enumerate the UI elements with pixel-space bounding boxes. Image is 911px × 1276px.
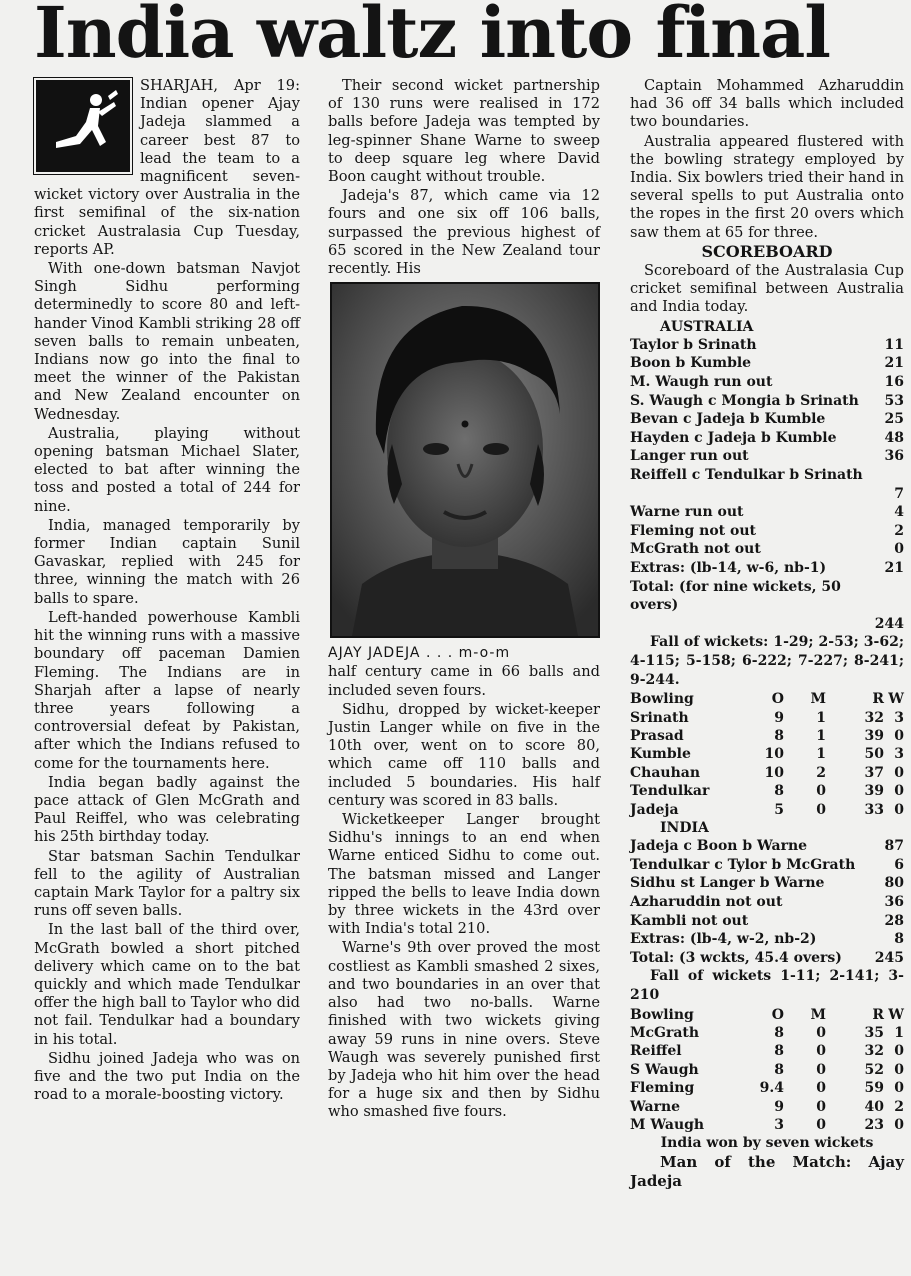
- bowling-cell: Bowling: [630, 691, 694, 708]
- runs-value: 28: [884, 912, 904, 929]
- india-fall-of-wickets: Fall of wickets 1-11; 2-141; 3-210: [630, 968, 904, 1003]
- paragraph: India began badly against the pace attack of Glen McGrath and Paul Reiffel, who was celebrating his 25th birthday today.: [34, 773, 300, 846]
- batsman-entry: McGrath not out: [630, 541, 761, 558]
- bowling-cell: 10: [764, 764, 784, 781]
- bowling-cell: 8: [774, 1061, 784, 1078]
- runs-value: 7: [894, 485, 904, 502]
- bowling-cell: 0: [894, 1080, 904, 1097]
- paragraph: Their second wicket partnership of 130 runs were realised in 172 balls before Jadeja was tempted by leg-spinner Shane Warne to sweep to deep square leg where David Boon caught without trouble.: [328, 77, 600, 186]
- headline: India waltz into final: [34, 0, 830, 74]
- bowling-cell: 3: [894, 746, 904, 763]
- bowling-cell: 9.4: [759, 1080, 784, 1097]
- batsman-entry: Azharuddin not out: [630, 893, 783, 910]
- bowling-row: [630, 1079, 904, 1097]
- bowling-cell: M Waugh: [630, 1116, 705, 1133]
- batsman-entry: M. Waugh run out: [630, 374, 773, 391]
- paragraph: half century came in 66 balls and included seven fours.: [328, 663, 600, 699]
- batsman-entry: Extras: (lb-4, w-2, nb-2): [630, 931, 817, 948]
- bowling-cell: 0: [894, 783, 904, 800]
- bowling-cell: 33: [864, 801, 884, 818]
- batting-row: [630, 429, 904, 448]
- bowling-cell: W: [888, 1006, 904, 1023]
- bowling-cell: 0: [816, 1080, 826, 1097]
- batting-row: [630, 466, 904, 485]
- bowling-cell: Srinath: [630, 709, 689, 726]
- bowling-cell: R: [872, 691, 884, 708]
- bowling-cell: 0: [894, 1043, 904, 1060]
- batsman-entry: Total: (3 wckts, 45.4 overs): [630, 949, 842, 966]
- batting-row: [630, 893, 904, 912]
- bowling-row: [630, 727, 904, 745]
- bowling-cell: 52: [864, 1061, 884, 1078]
- bowling-cell: W: [888, 691, 904, 708]
- bowling-cell: 0: [816, 783, 826, 800]
- batsman-entry: Tendulkar c Tylor b McGrath: [630, 856, 856, 873]
- bowling-header-row: [630, 1006, 904, 1024]
- batsman-entry: Hayden c Jadeja b Kumble: [630, 429, 837, 446]
- runs-value: 244: [874, 615, 904, 632]
- runs-value: 2: [894, 522, 904, 539]
- bowling-cell: 0: [894, 727, 904, 744]
- batsman-entry: S. Waugh c Mongia b Srinath: [630, 392, 859, 409]
- bowling-cell: 50: [864, 746, 884, 763]
- bowling-cell: 9: [774, 709, 784, 726]
- bowling-cell: 2: [816, 764, 826, 781]
- australia-batting: [630, 336, 904, 634]
- match-result: India won by seven wickets: [660, 1135, 874, 1152]
- bowling-cell: 0: [894, 764, 904, 781]
- bowling-cell: 0: [816, 801, 826, 818]
- bowling-row: [630, 764, 904, 782]
- batting-row: [630, 354, 904, 373]
- runs-value: 16: [884, 374, 904, 391]
- bowling-cell: 0: [816, 1024, 826, 1041]
- paragraph: Jadeja's 87, which came via 12 fours and one six off 106 balls, surpassed the previous highest of 65 scored in the New Zealand tour recently. His: [328, 187, 600, 278]
- bowling-cell: 32: [864, 709, 884, 726]
- batsman-entry: Reiffell c Tendulkar b Srinath: [630, 467, 863, 483]
- batting-row: [630, 410, 904, 429]
- runs-value: 4: [894, 504, 904, 521]
- batting-row: [630, 856, 904, 875]
- bowling-cell: 1: [894, 1024, 904, 1041]
- batting-row: [630, 596, 904, 615]
- bowling-cell: Chauhan: [630, 764, 700, 781]
- runs-value: 36: [884, 893, 904, 910]
- india-batting: [630, 837, 904, 967]
- photo-caption: AJAY JADEJA . . . m-o-m: [328, 645, 511, 662]
- batting-row: [630, 912, 904, 931]
- bowling-cell: 2: [894, 1098, 904, 1115]
- bowling-cell: 9: [774, 1098, 784, 1115]
- paragraph: Australia appeared flustered with the bowling strategy employed by India. Six bowlers tried their hand in several spells to put Australia onto the ropes in the first 20 overs which saw them at 65 for three.: [630, 132, 904, 241]
- bowling-cell: 8: [774, 727, 784, 744]
- article-column-3: [630, 77, 904, 1191]
- bowling-row: [630, 745, 904, 763]
- scoreboard-intro: Scoreboard of the Australasia Cup cricket semifinal between Australia and India today.: [630, 262, 904, 316]
- batting-row: [630, 522, 904, 541]
- batsman-entry: Langer run out: [630, 448, 749, 465]
- batting-row: [630, 373, 904, 392]
- bowling-cell: 35: [864, 1024, 884, 1041]
- player-photo: [330, 282, 600, 638]
- batting-row: [630, 874, 904, 893]
- bowling-row: [630, 1116, 904, 1134]
- batsman-entry: Fleming not out: [630, 522, 756, 539]
- paragraph: Captain Mohammed Azharuddin had 36 off 34 balls which included two boundaries.: [630, 77, 904, 131]
- bowling-cell: 10: [764, 746, 784, 763]
- batsman-entry: Total: (for nine wickets, 50: [630, 578, 841, 595]
- bowling-cell: 1: [816, 709, 826, 726]
- paragraph: SHARJAH, Apr 19: Indian opener Ajay Jadeja slammed a career best 87 to lead the team to a magnificent seven-wicket victory over Australia in the first semifinal of the six-nation cricket Australasia Cup Tuesday, reports AP.: [34, 77, 300, 258]
- bowling-cell: 0: [816, 1061, 826, 1078]
- paragraph: Star batsman Sachin Tendulkar fell to the agility of Australian captain Mark Taylor for a paltry six runs off seven balls.: [34, 847, 300, 920]
- bowling-cell: 1: [816, 746, 826, 763]
- bowling-cell: O: [771, 1006, 784, 1023]
- bowling-cell: 8: [774, 1024, 784, 1041]
- article-column-1: [34, 77, 300, 1105]
- batting-row: [630, 615, 904, 634]
- bowling-cell: Fleming: [630, 1080, 695, 1097]
- runs-value: 11: [884, 336, 904, 353]
- bowling-cell: Bowling: [630, 1006, 694, 1023]
- paragraph: In the last ball of the third over, McGrath bowled a short pitched delivery which came on to the bat quickly and which made Tendulkar offer the high ball to Taylor who did not fail. Tendulkar had a boundary in his total.: [34, 921, 300, 1048]
- paragraph: With one-down batsman Navjot Singh Sidhu performing determinedly to score 80 and left-hander Vinod Kambli striking 28 off seven balls to remain unbeaten, Indians now go into the final to meet the winner of the Pakistan and New Zealand encounter on Wednesday.: [34, 260, 300, 423]
- batsman-entry: Taylor b Srinath: [630, 336, 757, 353]
- bowling-cell: M: [810, 1006, 826, 1023]
- runs-value: 6: [894, 856, 904, 873]
- batting-row: [630, 949, 904, 968]
- bowling-cell: Reiffel: [630, 1043, 682, 1060]
- bowling-cell: 0: [894, 1116, 904, 1133]
- india-title: INDIA: [660, 819, 709, 836]
- bowling-row: [630, 782, 904, 800]
- australia-title: AUSTRALIA: [660, 318, 754, 335]
- bowling-header-row: [630, 690, 904, 708]
- batting-row: [630, 336, 904, 355]
- bowling-row: [630, 1061, 904, 1079]
- batting-row: [630, 503, 904, 522]
- runs-value: 80: [884, 875, 904, 892]
- bowling-cell: O: [771, 691, 784, 708]
- bowling-cell: 0: [894, 801, 904, 818]
- batsman-entry: Kambli not out: [630, 912, 749, 929]
- batsman-entry: Warne run out: [630, 504, 744, 521]
- bowling-row: [630, 801, 904, 819]
- bowling-cell: Prasad: [630, 727, 684, 744]
- batting-row: [630, 540, 904, 559]
- bowling-cell: Tendulkar: [630, 783, 710, 800]
- bowling-cell: 0: [816, 1116, 826, 1133]
- bowling-cell: 8: [774, 783, 784, 800]
- bowling-cell: 3: [774, 1116, 784, 1133]
- bowling-cell: McGrath: [630, 1024, 700, 1041]
- batsman-entry: overs): [630, 597, 679, 614]
- cricket-logo-icon: [36, 80, 130, 172]
- bowling-cell: 39: [864, 727, 884, 744]
- bowling-row: [630, 709, 904, 727]
- bowling-cell: 59: [864, 1080, 884, 1097]
- bowling-cell: 5: [774, 801, 784, 818]
- bowling-cell: M: [810, 691, 826, 708]
- bowling-cell: 1: [816, 727, 826, 744]
- batting-row: [630, 485, 904, 504]
- paragraph: Left-handed powerhouse Kambli hit the winning runs with a massive boundary off paceman Damien Fleming. The Indians are in Sharjah after a lapse of nearly three years following a controversial defeat by Pakistan, after which the Indians refused to come for the tournaments here.: [34, 608, 300, 772]
- australia-bowling: [630, 690, 904, 819]
- runs-value: 87: [884, 838, 904, 855]
- batting-row: [630, 392, 904, 411]
- batsman-entry: Sidhu st Langer b Warne: [630, 875, 825, 892]
- bowling-cell: Jadeja: [630, 801, 679, 818]
- bowling-cell: 0: [894, 1061, 904, 1078]
- bowling-row: [630, 1024, 904, 1042]
- batting-row: [630, 578, 904, 597]
- paragraph: Sidhu, dropped by wicket-keeper Justin Langer while on five in the 10th over, went on to score 80, which came off 110 balls and included 5 boundaries. His half century was scored in 83 balls.: [328, 700, 600, 809]
- runs-value: 21: [884, 559, 904, 576]
- bowling-row: [630, 1042, 904, 1060]
- batsman-entry: Boon b Kumble: [630, 355, 752, 372]
- bowling-cell: Warne: [630, 1098, 681, 1115]
- bowling-cell: 23: [864, 1116, 884, 1133]
- bowling-cell: S Waugh: [630, 1061, 699, 1078]
- bowling-cell: 8: [774, 1043, 784, 1060]
- batting-row: [630, 930, 904, 949]
- bowling-cell: 37: [864, 764, 884, 781]
- runs-value: 36: [884, 448, 904, 465]
- runs-value: 25: [884, 411, 904, 428]
- paragraph: India, managed temporarily by former Indian captain Sunil Gavaskar, replied with 245 for three, winning the match with 26 balls to spare.: [34, 516, 300, 607]
- runs-value: 48: [884, 429, 904, 446]
- bowling-cell: 0: [816, 1098, 826, 1115]
- batting-row: [630, 447, 904, 466]
- batting-row: [630, 837, 904, 856]
- runs-value: 8: [894, 931, 904, 948]
- india-bowling: [630, 1006, 904, 1135]
- runs-value: 0: [894, 541, 904, 558]
- scoreboard-title: SCOREBOARD: [701, 241, 833, 261]
- bowling-cell: 40: [864, 1098, 884, 1115]
- paragraph: Wicketkeeper Langer brought Sidhu's innings to an end when Warne enticed Sidhu to come out. The batsman missed and Langer ripped the bells to leave India down by three wickets in the 43rd over with India's total 210.: [328, 811, 600, 938]
- batsman-entry: Extras: (lb-14, w-6, nb-1): [630, 559, 827, 576]
- bowling-row: [630, 1098, 904, 1116]
- bowling-cell: 3: [894, 709, 904, 726]
- runs-value: 21: [884, 355, 904, 372]
- australia-fall-of-wickets: Fall of wickets: 1-29; 2-53; 3-62; 4-115; 5-158; 6-222; 7-227; 8-241; 9-244.: [630, 634, 904, 688]
- bowling-cell: R: [872, 1006, 884, 1023]
- bowling-cell: Kumble: [630, 746, 691, 763]
- runs-value: 53: [884, 392, 904, 409]
- bowling-cell: 0: [816, 1043, 826, 1060]
- batsman-entry: Bevan c Jadeja b Kumble: [630, 411, 826, 428]
- man-of-the-match: Man of the Match: Ajay Jadeja: [630, 1152, 904, 1190]
- paragraph: Warne's 9th over proved the most costliest as Kambli smashed 2 sixes, and two boundaries in an over that also had two no-balls. Warne finished with two wickets giving away 59 runs in nine overs. Steve Waugh was severely punished first by Jadeja who hit him over the head for a huge six and then by Sidhu who smashed five fours.: [328, 939, 600, 1121]
- paragraph: Sidhu joined Jadeja who was on five and the two put India on the road to a morale-boosting victory.: [34, 1049, 300, 1104]
- batting-row: [630, 559, 904, 578]
- paragraph: Australia, playing without opening batsman Michael Slater, elected to bat after winning the toss and posted a total of 244 for nine.: [34, 424, 300, 515]
- bowling-cell: 39: [864, 783, 884, 800]
- runs-value: 245: [874, 949, 904, 966]
- batsman-entry: Jadeja c Boon b Warne: [630, 838, 808, 855]
- article-column-2: [328, 77, 600, 1123]
- bowling-cell: 32: [864, 1043, 884, 1060]
